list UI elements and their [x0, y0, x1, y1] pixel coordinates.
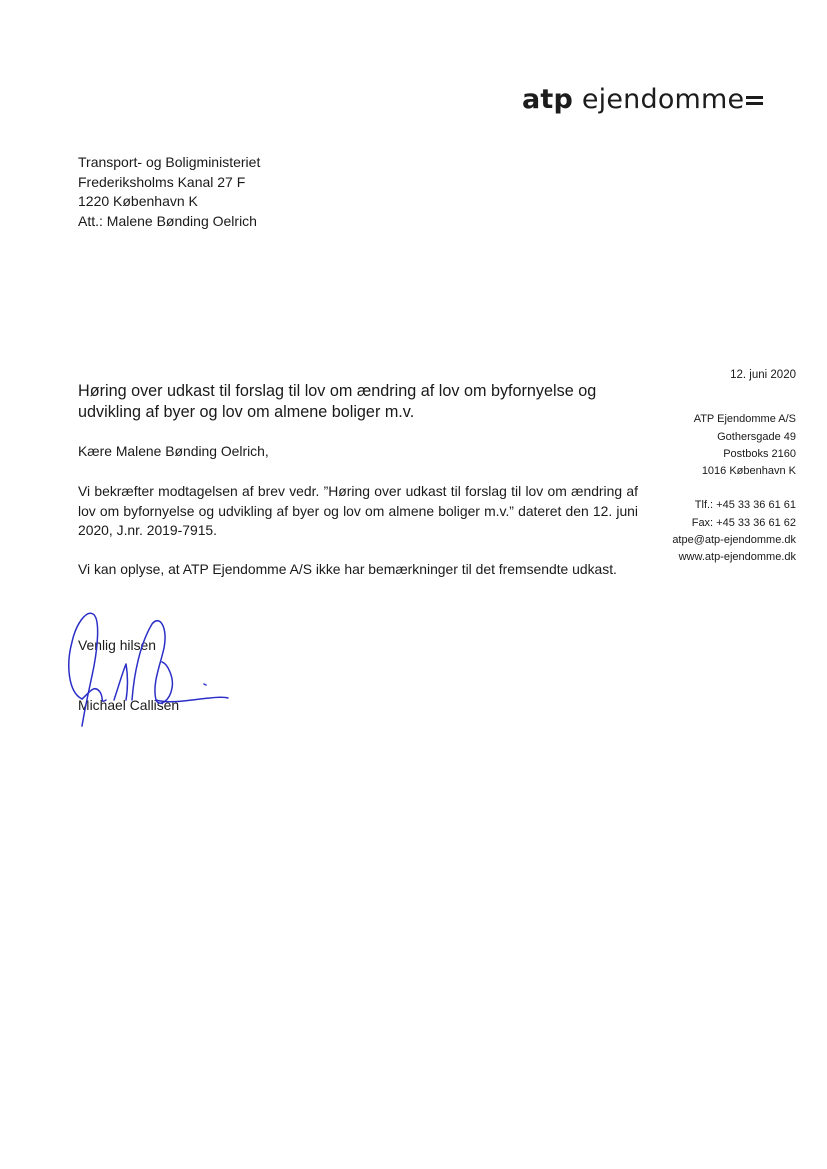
letter-paragraph-2: Vi kan oplyse, at ATP Ejendomme A/S ikke har bemærkninger til det fremsendte udkast. — [78, 561, 617, 577]
logo-ejendomme-text: ejendomme — [573, 84, 745, 115]
letter-subject: Høring over udkast til forslag til lov om ændring af lov om byfornyelse og udvikling af byer og lov om almene boliger m.v. — [78, 382, 597, 421]
sender-email: atpe@atp-ejendomme.dk — [672, 534, 796, 547]
sender-pobox: Postboks 2160 — [723, 447, 796, 460]
signature-stroke-loop-2 — [82, 689, 106, 702]
logo-atp-text: atp — [522, 84, 574, 115]
recipient-line-ministry: Transport- og Boligministeriet — [78, 154, 261, 170]
handwritten-signature — [60, 604, 235, 734]
sender-fax: Fax: +45 33 36 61 62 — [691, 516, 796, 529]
sender-company: ATP Ejendomme A/S — [693, 413, 796, 426]
signature-stroke-dot — [204, 684, 206, 685]
recipient-line-attention: Att.: Malene Bønding Oelrich — [78, 212, 257, 229]
recipient-line-street: Frederiksholms Kanal 27 F — [78, 173, 246, 190]
signature-stroke-middle — [114, 664, 128, 700]
sender-city: 1016 København K — [701, 465, 796, 478]
letter-paragraph-1: Vi bekræfter modtagelsen af brev vedr. ”Høring over udkast til forslag til lov om ændring af lov om byfornyelse og udvikling af byer og lov om almene boliger m.v.” dateret den 12. juni 2020, J.nr. 2019-7915. — [78, 483, 638, 538]
letter-date: 12. juni 2020 — [730, 369, 796, 381]
signer-name: Michael Callisen — [78, 697, 180, 713]
signature-stroke-loop-1 — [69, 613, 98, 726]
recipient-line-city: 1220 København K — [78, 193, 198, 209]
sender-website: www.atp-ejendomme.dk — [678, 551, 796, 564]
signature-stroke-arch — [132, 621, 172, 704]
sender-phone: Tlf.: +45 33 36 61 61 — [694, 499, 796, 512]
sender-street: Gothersgade 49 — [717, 430, 796, 443]
letter-salutation: Kære Malene Bønding Oelrich, — [78, 443, 269, 459]
logo-equals-mark-icon — [746, 95, 763, 107]
letter-closing: Venlig hilsen — [78, 637, 156, 653]
recipient-address — [78, 153, 418, 231]
atp-ejendomme-logo — [522, 80, 802, 120]
